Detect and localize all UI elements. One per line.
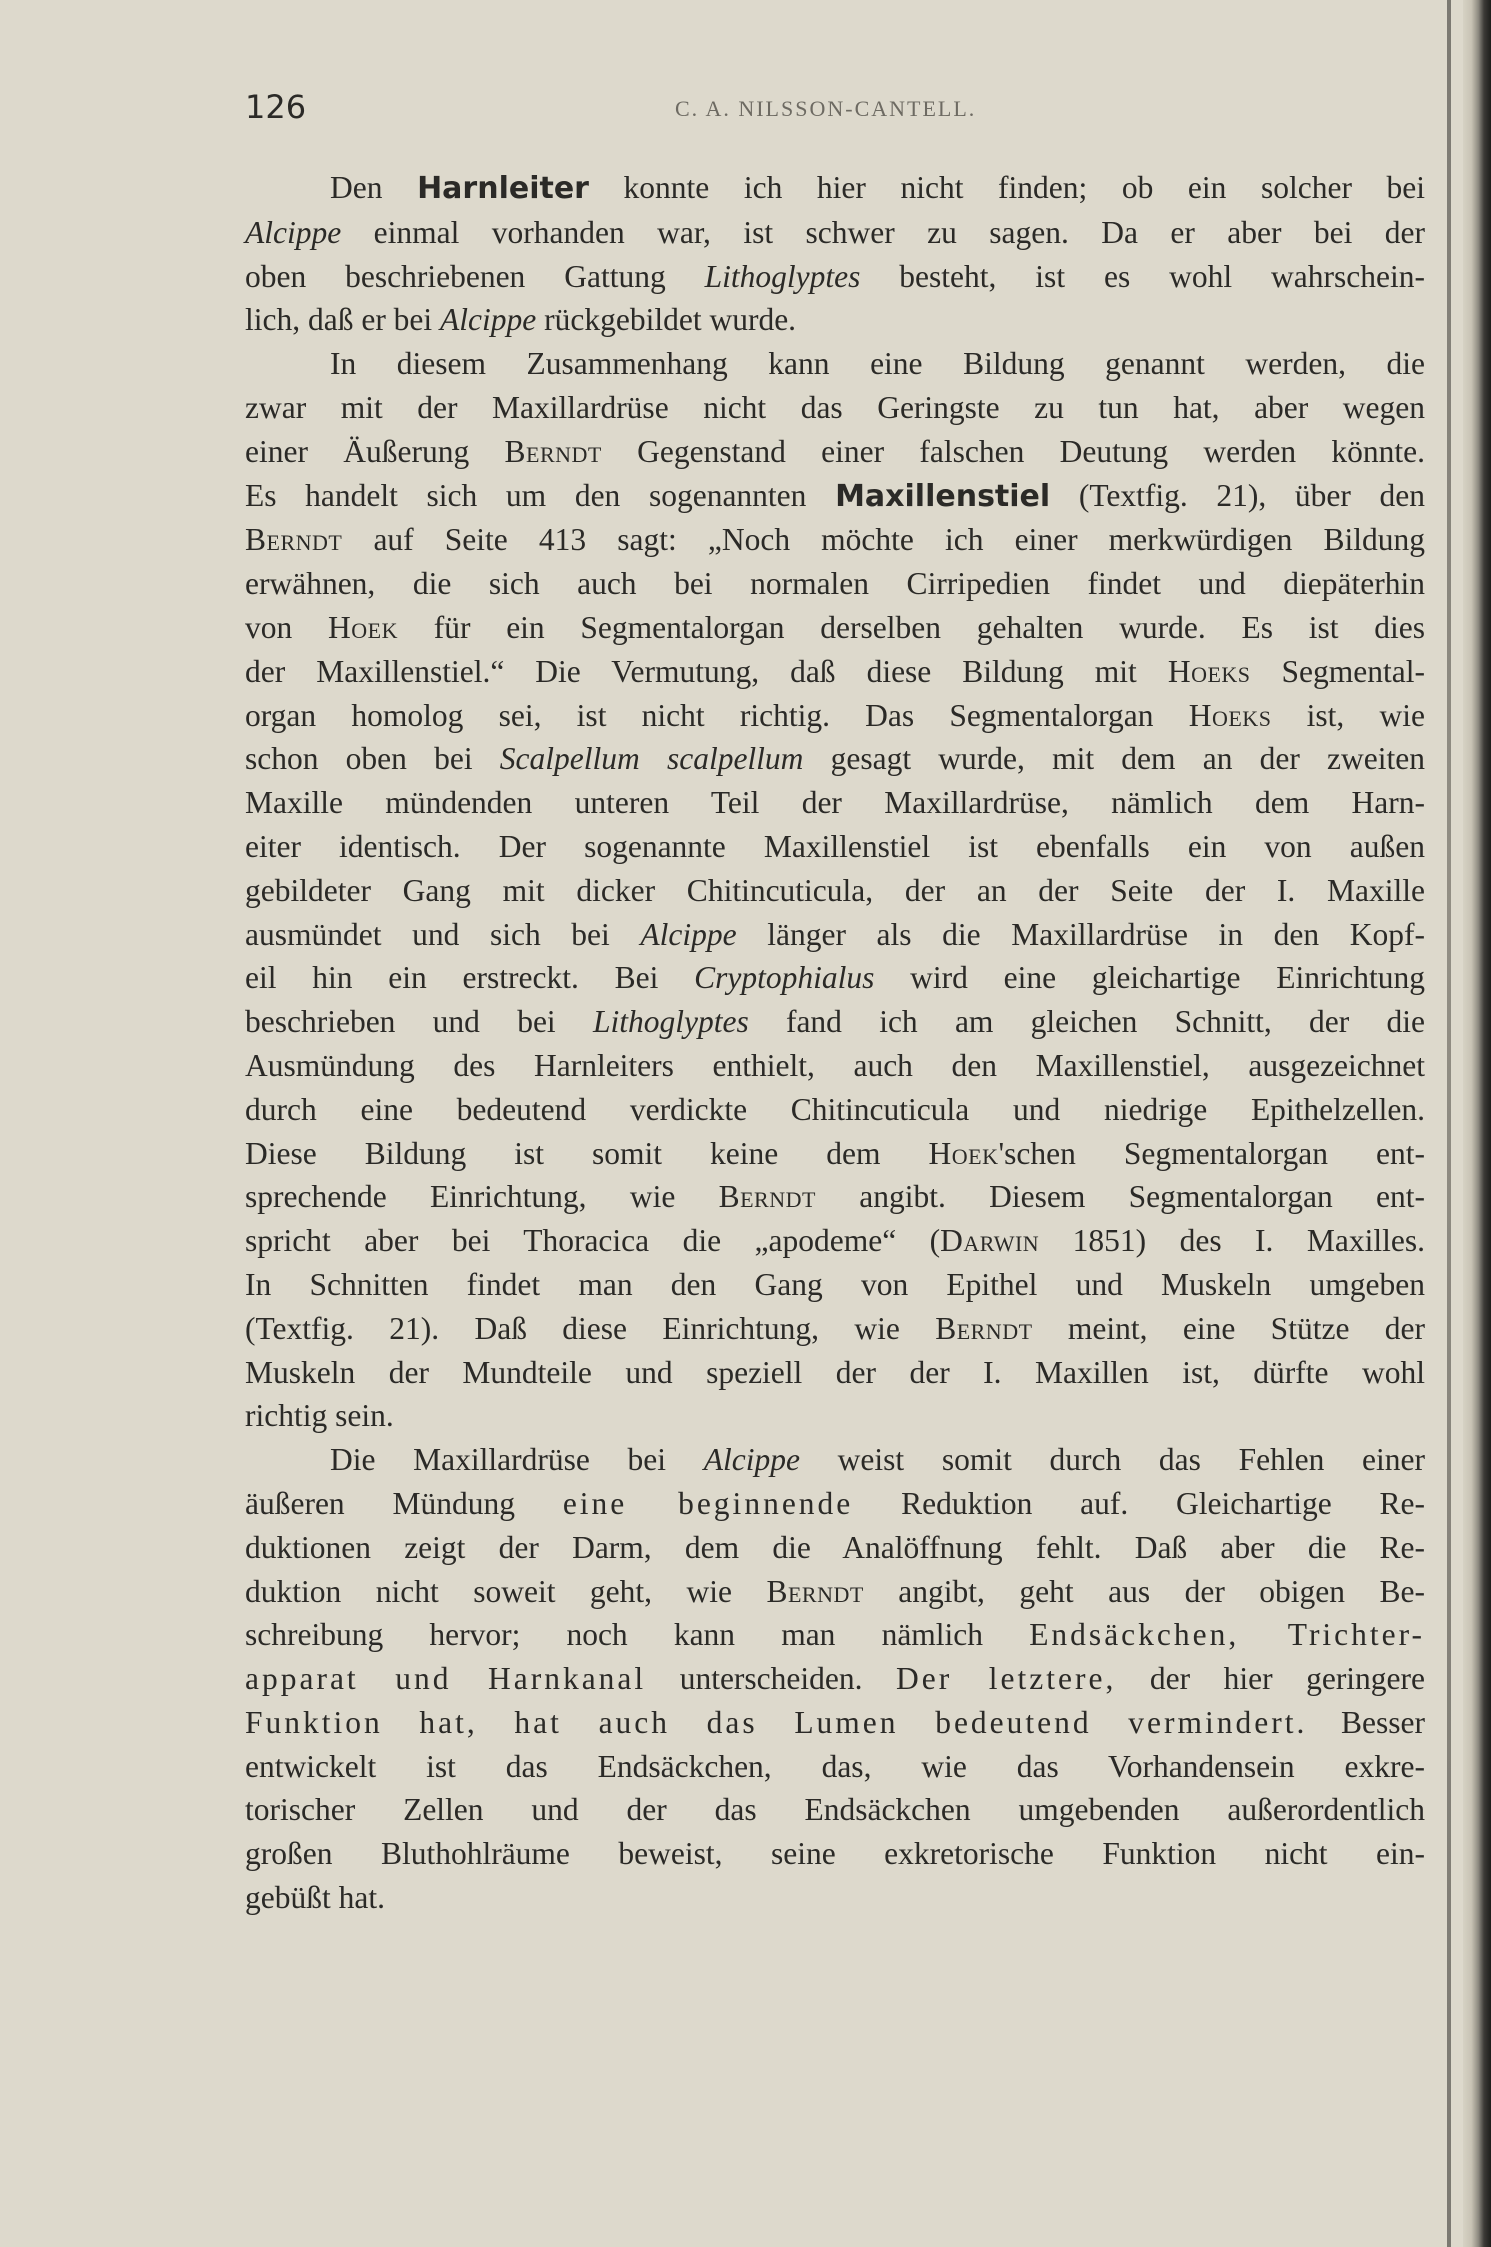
text-line bbox=[245, 1000, 1425, 1044]
text-run: ist, wie bbox=[1271, 697, 1425, 733]
text-run: fand ich am gleichen Schnitt, der die bbox=[748, 1004, 1425, 1040]
text-spaced: apparat und Harnkanal bbox=[245, 1661, 647, 1697]
paragraph bbox=[245, 342, 1425, 1438]
text-spaced: Der letztere, bbox=[896, 1661, 1117, 1697]
text-line bbox=[245, 1745, 1425, 1789]
paragraph bbox=[245, 1438, 1425, 1920]
text-line bbox=[245, 255, 1425, 299]
text-run: wird eine gleichartige Einrichtung bbox=[874, 960, 1426, 996]
text-sc: Darwin bbox=[940, 1223, 1040, 1259]
text-line bbox=[245, 1351, 1425, 1395]
text-it: Alcippe bbox=[245, 214, 342, 250]
text-run: von bbox=[245, 609, 328, 645]
text-run: Es handelt sich um den sogenannten bbox=[245, 477, 836, 513]
text-run: Besser bbox=[1307, 1704, 1426, 1740]
text-line bbox=[245, 1832, 1425, 1876]
text-run: gebüßt hat. bbox=[245, 1880, 385, 1916]
text-run: entwickelt ist das Endsäckchen, das, wie das Vorhandensein exkre- bbox=[245, 1748, 1425, 1784]
text-line bbox=[245, 825, 1425, 869]
text-run: 'schen Segmentalorgan ent- bbox=[998, 1135, 1425, 1171]
text-run: duktionen zeigt der Darm, dem die Analöffnung fehlt. Daß aber die Re- bbox=[245, 1529, 1425, 1565]
text-line bbox=[245, 956, 1425, 1000]
paragraph bbox=[245, 166, 1425, 342]
text-run: Muskeln der Mundteile und speziell der der I. Maxillen ist, dürfte wohl bbox=[245, 1354, 1425, 1390]
text-it: Alcippe bbox=[440, 302, 537, 338]
text-sc: Berndt bbox=[718, 1179, 816, 1215]
text-run: oben beschriebenen Gattung bbox=[245, 258, 705, 294]
text-run: Diese Bildung ist somit keine dem bbox=[245, 1135, 929, 1171]
text-run: Gegenstand einer falschen Deutung werden könnte. bbox=[601, 433, 1425, 469]
text-run: schreibung hervor; noch kann man nämlich bbox=[245, 1617, 1030, 1653]
text-spaced: Endsäckchen, Trichter- bbox=[1029, 1617, 1425, 1653]
text-line bbox=[245, 1263, 1425, 1307]
text-it: Lithoglyptes bbox=[592, 1004, 749, 1040]
text-line bbox=[245, 869, 1425, 913]
text-it: Scalpellum scalpellum bbox=[499, 741, 804, 777]
text-run: (Textfig. 21). Daß diese Einrichtung, wie bbox=[245, 1310, 936, 1346]
text-line bbox=[245, 1219, 1425, 1263]
text-line bbox=[245, 342, 1425, 386]
text-line bbox=[245, 1132, 1425, 1176]
text-line bbox=[245, 211, 1425, 255]
text-run: unterscheiden. bbox=[646, 1661, 897, 1697]
text-line bbox=[245, 1788, 1425, 1832]
text-run: duktion nicht soweit geht, wie bbox=[245, 1573, 767, 1609]
text-run: länger als die Maxillardrüse in den Kopf- bbox=[736, 916, 1425, 952]
text-it: Lithoglyptes bbox=[704, 258, 861, 294]
text-run: erwähnen, die sich auch bei normalen Cirripedien findet und diepäterhin bbox=[245, 566, 1425, 602]
text-line bbox=[245, 1876, 1425, 1920]
text-run: Die Maxillardrüse bei bbox=[330, 1442, 704, 1478]
text-run: auf Seite 413 sagt: „Noch möchte ich einer merkwürdigen Bildung bbox=[342, 522, 1425, 558]
text-run: eil hin ein erstreckt. Bei bbox=[245, 960, 695, 996]
text-sc: Berndt bbox=[935, 1310, 1033, 1346]
text-run: angibt, geht aus der obigen Be- bbox=[863, 1573, 1425, 1609]
page-header bbox=[245, 88, 1425, 132]
text-run: eiter identisch. Der sogenannte Maxillenstiel ist ebenfalls ein von außen bbox=[245, 828, 1425, 864]
text-line bbox=[245, 474, 1425, 519]
text-bold: Maxillenstiel bbox=[835, 478, 1051, 514]
text-spaced: eine beginnende bbox=[562, 1485, 854, 1521]
text-run: spricht aber bei Thoracica die „apodeme“ ( bbox=[245, 1223, 941, 1259]
text-sc: Hoeks bbox=[1167, 653, 1251, 689]
text-run: Den bbox=[330, 170, 418, 205]
running-head: C. A. NILSSON-CANTELL. bbox=[675, 96, 977, 121]
text-line bbox=[245, 430, 1425, 474]
text-line bbox=[245, 562, 1425, 606]
text-run: beschrieben und bei bbox=[245, 1004, 593, 1040]
page-number: 126 bbox=[245, 88, 307, 126]
text-run: einer Äußerung bbox=[245, 433, 505, 469]
text-line bbox=[245, 737, 1425, 781]
text-run: Reduktion auf. Gleichartige Re- bbox=[853, 1485, 1425, 1521]
text-it: Alcippe bbox=[640, 916, 737, 952]
text-line bbox=[245, 386, 1425, 430]
text-line bbox=[245, 1613, 1425, 1657]
text-run: schon oben bei bbox=[245, 741, 500, 777]
text-run: großen Bluthohlräume beweist, seine exkretorische Funktion nicht ein- bbox=[245, 1836, 1425, 1872]
text-line bbox=[245, 1701, 1425, 1745]
text-bold: Harnleiter bbox=[417, 171, 589, 206]
text-line bbox=[245, 1482, 1425, 1526]
text-run: äußeren Mündung bbox=[245, 1485, 563, 1521]
scan-edge-shadow bbox=[1463, 0, 1491, 2247]
text-sc: Hoeks bbox=[1188, 697, 1272, 733]
text-run: konnte ich hier nicht finden; ob ein solcher bei bbox=[588, 170, 1425, 205]
text-sc: Hoek bbox=[928, 1135, 999, 1171]
text-line bbox=[245, 1175, 1425, 1219]
text-line bbox=[245, 166, 1425, 211]
text-run: weist somit durch das Fehlen einer bbox=[799, 1442, 1425, 1478]
text-run: Segmental- bbox=[1250, 653, 1425, 689]
text-run: (Textfig. 21), über den bbox=[1050, 477, 1425, 513]
text-run: gebildeter Gang mit dicker Chitincuticula, der an der Seite der I. Maxille bbox=[245, 872, 1425, 908]
text-sc: Hoek bbox=[328, 609, 398, 645]
page-edge-line bbox=[1447, 0, 1451, 2247]
text-sc: Berndt bbox=[766, 1573, 864, 1609]
text-line bbox=[245, 606, 1425, 650]
text-run: für ein Segmentalorgan derselben gehalten wurde. Es ist dies bbox=[397, 609, 1425, 645]
body-text bbox=[245, 166, 1425, 1920]
text-run: Maxille mündenden unteren Teil der Maxillardrüse, nämlich dem Harn- bbox=[245, 785, 1425, 821]
text-run: der hier geringere bbox=[1116, 1661, 1426, 1697]
text-line bbox=[245, 913, 1425, 957]
text-run: durch eine bedeutend verdickte Chitincuticula und niedrige Epithelzellen. bbox=[245, 1091, 1425, 1127]
text-run: In diesem Zusammenhang kann eine Bildung genannt werden, die bbox=[330, 346, 1425, 382]
text-line bbox=[245, 1657, 1425, 1701]
text-line bbox=[245, 1088, 1425, 1132]
text-it: Alcippe bbox=[703, 1442, 800, 1478]
text-run: lich, daß er bei bbox=[245, 302, 441, 338]
text-run: zwar mit der Maxillardrüse nicht das Geringste zu tun hat, aber wegen bbox=[245, 389, 1425, 425]
text-line bbox=[245, 1438, 1425, 1482]
text-line bbox=[245, 1394, 1425, 1438]
text-run: rückgebildet wurde. bbox=[536, 302, 797, 338]
text-line bbox=[245, 1570, 1425, 1614]
text-run: ausmündet und sich bei bbox=[245, 916, 641, 952]
text-line bbox=[245, 1526, 1425, 1570]
text-line bbox=[245, 1044, 1425, 1088]
text-line bbox=[245, 1307, 1425, 1351]
text-sc: Berndt bbox=[245, 522, 343, 558]
text-line bbox=[245, 518, 1425, 562]
text-run: einmal vorhanden war, ist schwer zu sagen. Da er aber bei der bbox=[341, 214, 1425, 250]
text-it: Cryptophialus bbox=[694, 960, 875, 996]
text-line bbox=[245, 298, 1425, 342]
text-run: besteht, ist es wohl wahrschein- bbox=[860, 258, 1425, 294]
text-spaced: Funktion hat, hat auch das Lumen bedeutend vermindert. bbox=[245, 1704, 1308, 1740]
text-run: sprechende Einrichtung, wie bbox=[245, 1179, 719, 1215]
text-run: der Maxillenstiel.“ Die Vermutung, daß diese Bildung mit bbox=[245, 653, 1168, 689]
text-run: meint, eine Stütze der bbox=[1032, 1310, 1425, 1346]
text-run: gesagt wurde, mit dem an der zweiten bbox=[803, 741, 1425, 777]
text-run: angibt. Diesem Segmentalorgan ent- bbox=[815, 1179, 1425, 1215]
text-run: Ausmündung des Harnleiters enthielt, auch den Maxillenstiel, ausgezeichnet bbox=[245, 1047, 1425, 1083]
text-sc: Berndt bbox=[504, 433, 602, 469]
text-line bbox=[245, 694, 1425, 738]
text-run: richtig sein. bbox=[245, 1398, 394, 1434]
text-run: 1851) des I. Maxilles. bbox=[1039, 1223, 1425, 1259]
text-line bbox=[245, 781, 1425, 825]
text-run: torischer Zellen und der das Endsäckchen umgebenden außerordentlich bbox=[245, 1792, 1425, 1828]
text-run: organ homolog sei, ist nicht richtig. Das Segmentalorgan bbox=[245, 697, 1189, 733]
text-line bbox=[245, 650, 1425, 694]
text-run: In Schnitten findet man den Gang von Epithel und Muskeln umgeben bbox=[245, 1266, 1425, 1302]
